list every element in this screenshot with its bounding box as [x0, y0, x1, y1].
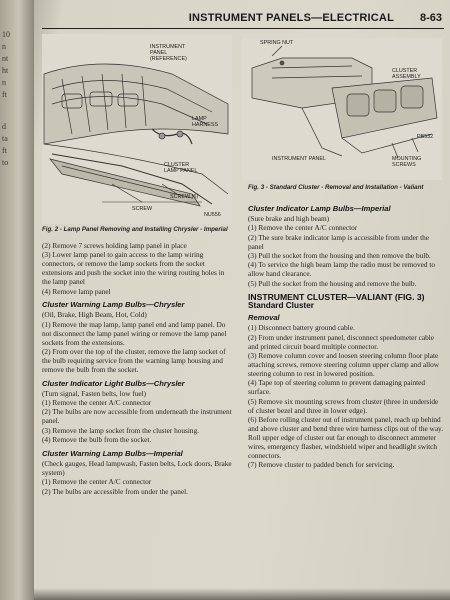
- section-heading: INSTRUMENT CLUSTER—VALIANT (FIG. 3): [248, 291, 425, 302]
- paragraph: (3) Pull the socket from the housing and then remove the bulb.: [248, 251, 431, 261]
- label-cluster-assembly: CLUSTER ASSEMBLY: [392, 68, 421, 80]
- adjacent-page-text: n: [2, 42, 6, 51]
- figure-code: NU556: [204, 212, 221, 218]
- label-instrument-panel: INSTRUMENT PANEL: [272, 156, 327, 162]
- page-number: 8-63: [419, 12, 442, 24]
- right-text-column: [248, 200, 444, 470]
- label-mounting-screws: MOUNTING SCREWS: [392, 156, 422, 168]
- paragraph: (1) Remove the center A/C connector: [42, 477, 152, 487]
- paragraph: (2) From under instrument panel, disconnect speedometer cable and printed circuit board multiple connector.: [248, 332, 435, 351]
- paragraph: (Check gauges, Head lampwash, Fasten belts, Lock doors, Brake system): [42, 458, 232, 477]
- paragraph: (Oil, Brake, High Beam, Hot, Cold): [42, 310, 147, 320]
- label-lamp-harness: LAMP HARNESS: [192, 116, 219, 128]
- adjacent-page-text: ht: [2, 66, 9, 75]
- procedure-heading: Removal: [248, 313, 280, 323]
- paragraph: (2) Remove 7 screws holding lamp panel in place: [42, 241, 187, 250]
- subsection-heading: Cluster Warning Lamp Bulbs—Chrysler: [42, 300, 185, 310]
- paragraph: (1) Remove the center A/C connector: [248, 223, 358, 233]
- figure-code: PB532: [417, 134, 434, 140]
- section-title: INSTRUMENT PANELS—ELECTRICAL: [188, 12, 394, 24]
- adjacent-page-text: n: [2, 78, 6, 87]
- label-screw-6: SCREW (6): [170, 194, 199, 200]
- paragraph: (3) Lower lamp panel to gain access to the lamp wiring connectors, or remove the lamp sockets from the socket extensions and push the socket into the wiring routing holes in the lamp panel: [42, 250, 225, 287]
- subsection-heading: Cluster Warning Lamp Bulbs—Imperial: [42, 449, 183, 459]
- paragraph: (4) Remove the bulb from the socket.: [42, 435, 152, 445]
- figure-3-caption: Fig. 3 - Standard Cluster - Removal and Installation - Valiant: [248, 184, 424, 191]
- paragraph: (4) Remove lamp panel: [42, 286, 111, 296]
- paragraph: (5) Remove six mounting screws from cluster (three in underside of cluster bezel and three in lower edge).: [248, 396, 439, 415]
- figure-3-illustration: [242, 38, 442, 180]
- lamp-panel-drawing: [42, 34, 232, 224]
- adjacent-page-text: nt: [2, 54, 9, 63]
- figure-2-illustration: [42, 34, 232, 224]
- subsection-heading: Cluster Indicator Light Bulbs—Chrysler: [42, 378, 185, 388]
- adjacent-page-text: ft: [2, 146, 7, 155]
- adjacent-page-edge: [0, 0, 34, 600]
- paragraph: (1) Disconnect battery ground cable.: [248, 323, 355, 333]
- paragraph: (Sure brake and high beam): [248, 213, 330, 223]
- paragraph: (2) The bulbs are accessible from under the panel.: [42, 486, 188, 496]
- subsection-heading: Cluster Indicator Lamp Bulbs—Imperial: [248, 204, 391, 213]
- figure-2-caption: Fig. 2 - Lamp Panel Removing and Installing Chrysler - Imperial: [42, 226, 228, 233]
- adjacent-page-text: ft: [2, 90, 7, 99]
- page-bottom-shadow: [34, 588, 450, 600]
- paragraph: (7) Remove cluster to padded bench for servicing.: [248, 459, 395, 469]
- label-cluster-lamp-panel: CLUSTER LAMP PANEL: [164, 162, 198, 174]
- paragraph: (4) To service the high beam lamp the radio must be removed to allow hand clearance.: [248, 260, 435, 279]
- paragraph: (2) The bulbs are now accessible from underneath the instrument panel.: [42, 407, 232, 426]
- paragraph: (5) Pull the socket from the housing and remove the bulb.: [248, 278, 417, 288]
- paragraph: (1) Remove the map lamp, lamp panel end and lamp panel. Do not disconnect the lamp panel wiring or remove the lamp panel sockets from the extensions.: [42, 319, 227, 347]
- page-header: [42, 6, 444, 29]
- left-text-column: [42, 242, 234, 497]
- paragraph: (2) The sure brake indicator lamp is accessible from under the panel: [248, 232, 430, 251]
- paragraph: (2) From over the top of the cluster, remove the lamp socket of the bulb requiring service from the warning lamp housing and remove the bulb from the socket.: [42, 346, 226, 374]
- label-screw: SCREW: [132, 206, 153, 212]
- label-spring-nut: SPRING NUT: [260, 40, 294, 46]
- manual-page: [34, 0, 450, 600]
- paragraph: (6) Before rolling cluster out of instrument panel, reach up behind and above cluster and bend three wire harness clips out of the way. Roll upper edge of cluster out far enough to disconnect ammeter wires, emergency flasher, windshield wiper and headlight switch connectors.: [248, 414, 444, 460]
- label-instrument-panel: INSTRUMENT PANEL (REFERENCE): [150, 44, 187, 62]
- adjacent-page-text: ta: [2, 134, 8, 143]
- adjacent-page-text: to: [2, 158, 9, 167]
- paragraph: (Turn signal, Fasten belts, low fuel): [42, 388, 147, 398]
- paragraph: (3) Remove column cover and loosen steering column floor plate attaching screws, remove steering column upper clamp and allow steering column to rest in lowered position.: [248, 351, 440, 378]
- paragraph: (1) Remove the center A/C connector: [42, 398, 152, 407]
- adjacent-page-text: d: [2, 122, 6, 131]
- paragraph: (3) Remove the lamp socket from the cluster housing.: [42, 425, 200, 435]
- adjacent-page-text: 10: [2, 30, 10, 39]
- paragraph: (4) Tape top of steering column to prevent damaging painted surface.: [248, 378, 426, 397]
- section-subheading: Standard Cluster: [248, 300, 314, 310]
